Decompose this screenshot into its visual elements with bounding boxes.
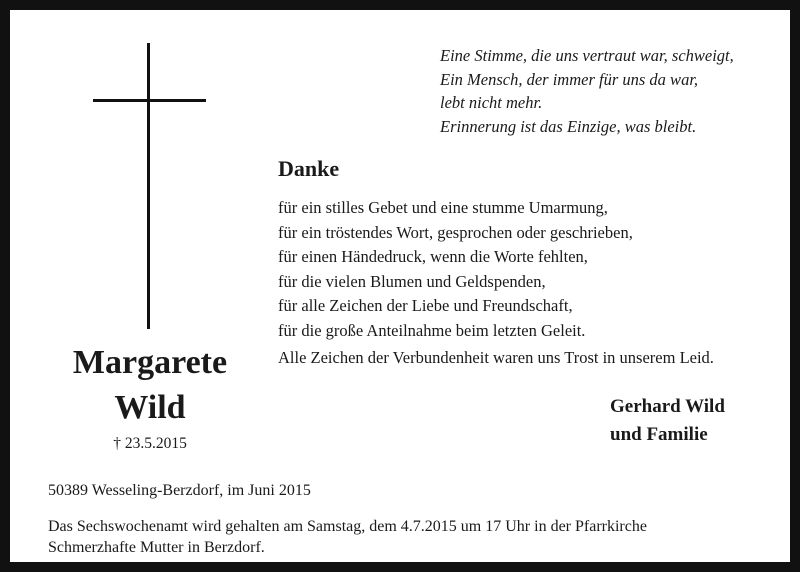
service-line: Schmerzhafte Mutter in Berzdorf. (48, 539, 265, 556)
signature (610, 393, 725, 449)
quote-line: Erinnerung ist das Einzige, was bleibt. (440, 116, 697, 136)
quote-line: Eine Stimme, die uns vertraut war, schweigt, (440, 46, 734, 65)
signature-line: und Familie (610, 424, 708, 445)
service-announcement (48, 516, 647, 558)
signature-line: Gerhard Wild (610, 396, 725, 417)
place-date: 50389 Wesseling-Berzdorf, im Juni 2015 (48, 482, 311, 499)
quote-line: lebt nicht mehr. (440, 93, 543, 112)
deceased-first-name: Margarete (72, 344, 228, 381)
quote-line: Ein Mensch, der immer für uns da war, (440, 69, 699, 89)
memorial-quote (440, 44, 734, 138)
service-line: Das Sechswochenamt wird gehalten am Samstag, dem 4.7.2015 um 17 Uhr in der Pfarrkirche (48, 518, 647, 535)
deceased-last-name: Wild (114, 389, 186, 426)
thanks-line: für alle Zeichen der Liebe und Freundschaft, (278, 296, 573, 315)
cross-vertical-bar (147, 43, 150, 329)
thanks-line: für einen Händedruck, wenn die Worte fehlten, (278, 247, 588, 266)
thanks-list (278, 196, 633, 343)
thanks-line: für ein tröstendes Wort, gesprochen oder geschrieben, (278, 222, 633, 242)
thanks-heading: Danke (278, 156, 340, 181)
death-date: † 23.5.2015 (113, 435, 187, 452)
thanks-line: für die große Anteilnahme beim letzten Geleit. (278, 320, 586, 340)
thanks-closing: Alle Zeichen der Verbundenheit waren uns Trost in unserem Leid. (278, 348, 714, 367)
thanks-line: für ein stilles Gebet und eine stumme Umarmung, (278, 198, 608, 217)
thanks-line: für die vielen Blumen und Geldspenden, (278, 271, 546, 291)
cross-horizontal-bar (93, 99, 206, 102)
